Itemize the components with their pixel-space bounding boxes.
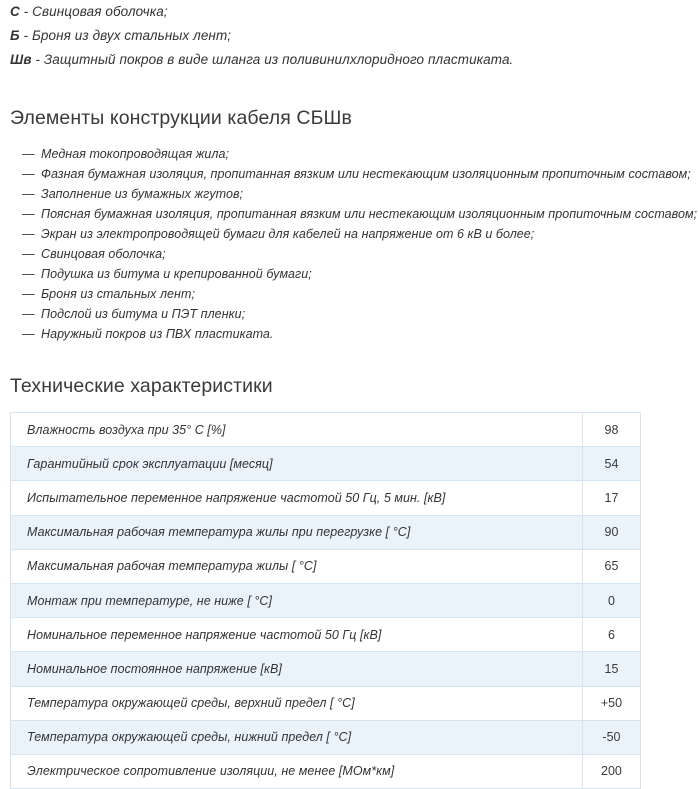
spec-name-cell: Испытательное переменное напряжение частотой 50 Гц, 5 мин. [кВ]	[11, 481, 583, 515]
spec-value-cell: 17	[582, 481, 640, 515]
spec-value-cell: 65	[582, 549, 640, 583]
legend-line	[10, 24, 688, 48]
technical-specifications-table	[10, 412, 641, 789]
spec-name-cell: Номинальное постоянное напряжение [кВ]	[11, 652, 583, 686]
list-item	[22, 144, 688, 164]
list-item	[22, 164, 691, 184]
spec-value-cell: 54	[582, 447, 640, 481]
legend-separator: -	[19, 28, 32, 43]
spec-name-cell: Максимальная рабочая температура жилы при перегрузке [ °C]	[11, 515, 583, 549]
spec-value-cell: 200	[582, 754, 640, 788]
table-row	[11, 720, 641, 754]
spec-value-cell: 0	[582, 583, 640, 617]
table-row	[11, 549, 641, 583]
em-dash-bullet-icon: —	[22, 287, 35, 301]
list-item	[22, 244, 688, 264]
spec-value-cell: 90	[582, 515, 640, 549]
table-row	[11, 686, 641, 720]
spec-value-cell: -50	[582, 720, 640, 754]
legend-abbreviation: Б	[10, 28, 20, 43]
legend-description: Свинцовая оболочка;	[32, 4, 168, 19]
legend-separator: -	[19, 4, 33, 19]
list-item-label: Подушка из битума и крепированной бумаги;	[41, 267, 312, 281]
page-title-specs: Технические характеристики	[10, 375, 273, 397]
list-item	[22, 264, 688, 284]
list-item-label: Поясная бумажная изоляция, пропитанная вязким или нестекающим изоляционным пропиточным составом;	[41, 207, 698, 221]
spec-name-cell: Номинальное переменное напряжение частотой 50 Гц [кВ]	[11, 618, 583, 652]
abbreviation-legend	[0, 0, 698, 72]
table-row	[11, 481, 641, 515]
specs-table-body	[11, 413, 641, 789]
table-row	[11, 583, 641, 617]
legend-abbreviation: С	[10, 4, 20, 19]
spec-name-cell: Температура окружающей среды, верхний предел [ °C]	[11, 686, 583, 720]
em-dash-bullet-icon: —	[22, 187, 35, 201]
em-dash-bullet-icon: —	[22, 227, 35, 241]
em-dash-bullet-icon: —	[22, 267, 35, 281]
table-row	[11, 618, 641, 652]
legend-line	[10, 0, 688, 24]
list-item-label: Заполнение из бумажных жгутов;	[41, 187, 244, 201]
construction-elements-list	[0, 130, 698, 344]
spec-name-cell: Влажность воздуха при 35° C [%]	[11, 413, 583, 447]
list-item-label: Подслой из битума и ПЭТ пленки;	[41, 307, 246, 321]
table-row	[11, 652, 641, 686]
em-dash-bullet-icon: —	[22, 307, 35, 321]
table-row	[11, 447, 641, 481]
table-row	[11, 413, 641, 447]
list-item-label: Броня из стальных лент;	[41, 287, 195, 301]
list-item	[22, 204, 698, 224]
list-item-label: Наружный покров из ПВХ пластиката.	[41, 327, 274, 341]
spec-name-cell: Монтаж при температуре, не ниже [ °C]	[11, 583, 583, 617]
table-row	[11, 754, 641, 788]
em-dash-bullet-icon: —	[22, 247, 35, 261]
list-item-label: Фазная бумажная изоляция, пропитанная вязким или нестекающим изоляционным пропиточным составом;	[41, 167, 691, 181]
spec-value-cell: 15	[582, 652, 640, 686]
legend-description: Броня из двух стальных лент;	[31, 28, 232, 43]
spec-value-cell: 98	[582, 413, 640, 447]
list-item	[22, 184, 688, 204]
legend-line	[10, 48, 688, 72]
specs-table-container	[0, 412, 698, 789]
table-row	[11, 515, 641, 549]
em-dash-bullet-icon: —	[22, 167, 35, 181]
list-item	[22, 284, 688, 304]
spec-name-cell: Температура окружающей среды, нижний предел [ °C]	[11, 720, 583, 754]
legend-description: Защитный покров в виде шланга из поливинилхлоридного пластиката.	[43, 52, 514, 67]
em-dash-bullet-icon: —	[22, 207, 35, 221]
list-item-label: Медная токопроводящая жила;	[41, 147, 230, 161]
list-item	[22, 324, 688, 344]
spec-value-cell: 6	[582, 618, 640, 652]
legend-separator: -	[31, 52, 44, 67]
spec-name-cell: Гарантийный срок эксплуатации [месяц]	[11, 447, 583, 481]
spec-name-cell: Электрическое сопротивление изоляции, не менее [МОм*км]	[11, 754, 583, 788]
list-item	[22, 224, 688, 244]
spec-value-cell: +50	[582, 686, 640, 720]
page-title-construction: Элементы конструкции кабеля СБШв	[10, 107, 352, 129]
list-item-label: Экран из электропроводящей бумаги для кабелей на напряжение от 6 кВ и более;	[41, 227, 535, 241]
legend-abbreviation: Шв	[10, 52, 32, 67]
list-item-label: Свинцовая оболочка;	[41, 247, 166, 261]
em-dash-bullet-icon: —	[22, 147, 35, 161]
spec-name-cell: Максимальная рабочая температура жилы [ °C]	[11, 549, 583, 583]
list-item	[22, 304, 688, 324]
em-dash-bullet-icon: —	[22, 327, 35, 341]
